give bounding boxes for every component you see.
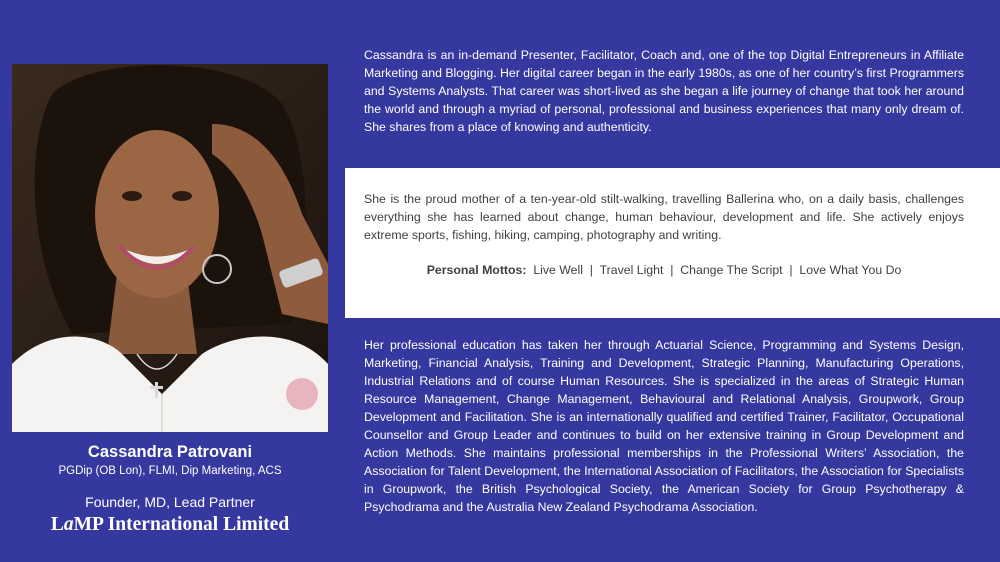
bio-personal-paragraph: She is the proud mother of a ten-year-old stilt-walking, travelling Ballerina who, on a daily basis, challenges everything she has learned about change, human behaviour, development and life. She actively enjoys extreme sports, fishing, hiking, camping, photography and writing. (364, 192, 964, 242)
personal-mottos (364, 263, 964, 277)
profile-name: Cassandra Patrovani (87, 443, 253, 461)
mottos-text: Live Well | Travel Light | Change The Script | Love What You Do (533, 263, 902, 277)
bio-professional-paragraph: Her professional education has taken her through Actuarial Science, Programming and Systems Design, Marketing, Financial Analysis, Training and Development, Strategic Planning, Manufacturing Operations, Industrial Relations and of course Human Resources. She is specialized in the areas of Strategic Human Resource Management, Change Management, Behavioural and Relational Analysis, Groupwork, Group Development and Facilitation. She is an internationally qualified and certified Trainer, Facilitator, Occupational Counsellor and Group Leader and continues to build on her extensive training in Group Development and Action Methods. She maintains professional memberships in the Professional Writers’ Association, the Association for Talent Development, the International Association of Facilitators, the Association for Specialists in Groupwork, the British Psychological Society, the American Society for Group Psychotherapy & Psychodrama and the Australia New Zealand Psychodrama Association. (364, 338, 964, 514)
profile-role: Founder, MD, Lead Partner (85, 494, 255, 510)
bio-intro-paragraph: Cassandra is an in-demand Presenter, Facilitator, Coach and, one of the top Digital Entrepreneurs in Affiliate Marketing and Blogging. Her digital career began in the early 1980s, as one of her country’s first Programmers and Systems Analysts. That career was short-lived as she began a life journey of change that took her around the world and through a myriad of personal, professional and business experiences that many only dream of. She shares from a place of knowing and authenticity. (364, 48, 964, 134)
company-prefix: L (50, 514, 64, 535)
profile-qualifications: PGDip (OB Lon), FLMI, Dip Marketing, ACS (58, 465, 282, 477)
mottos-label: Personal Mottos: (426, 263, 527, 277)
portrait-illustration (12, 64, 328, 432)
profile-photo (12, 64, 328, 432)
company-italic: a (63, 514, 74, 535)
company-name (12, 514, 328, 536)
company-suffix: MP International Limited (73, 514, 290, 535)
